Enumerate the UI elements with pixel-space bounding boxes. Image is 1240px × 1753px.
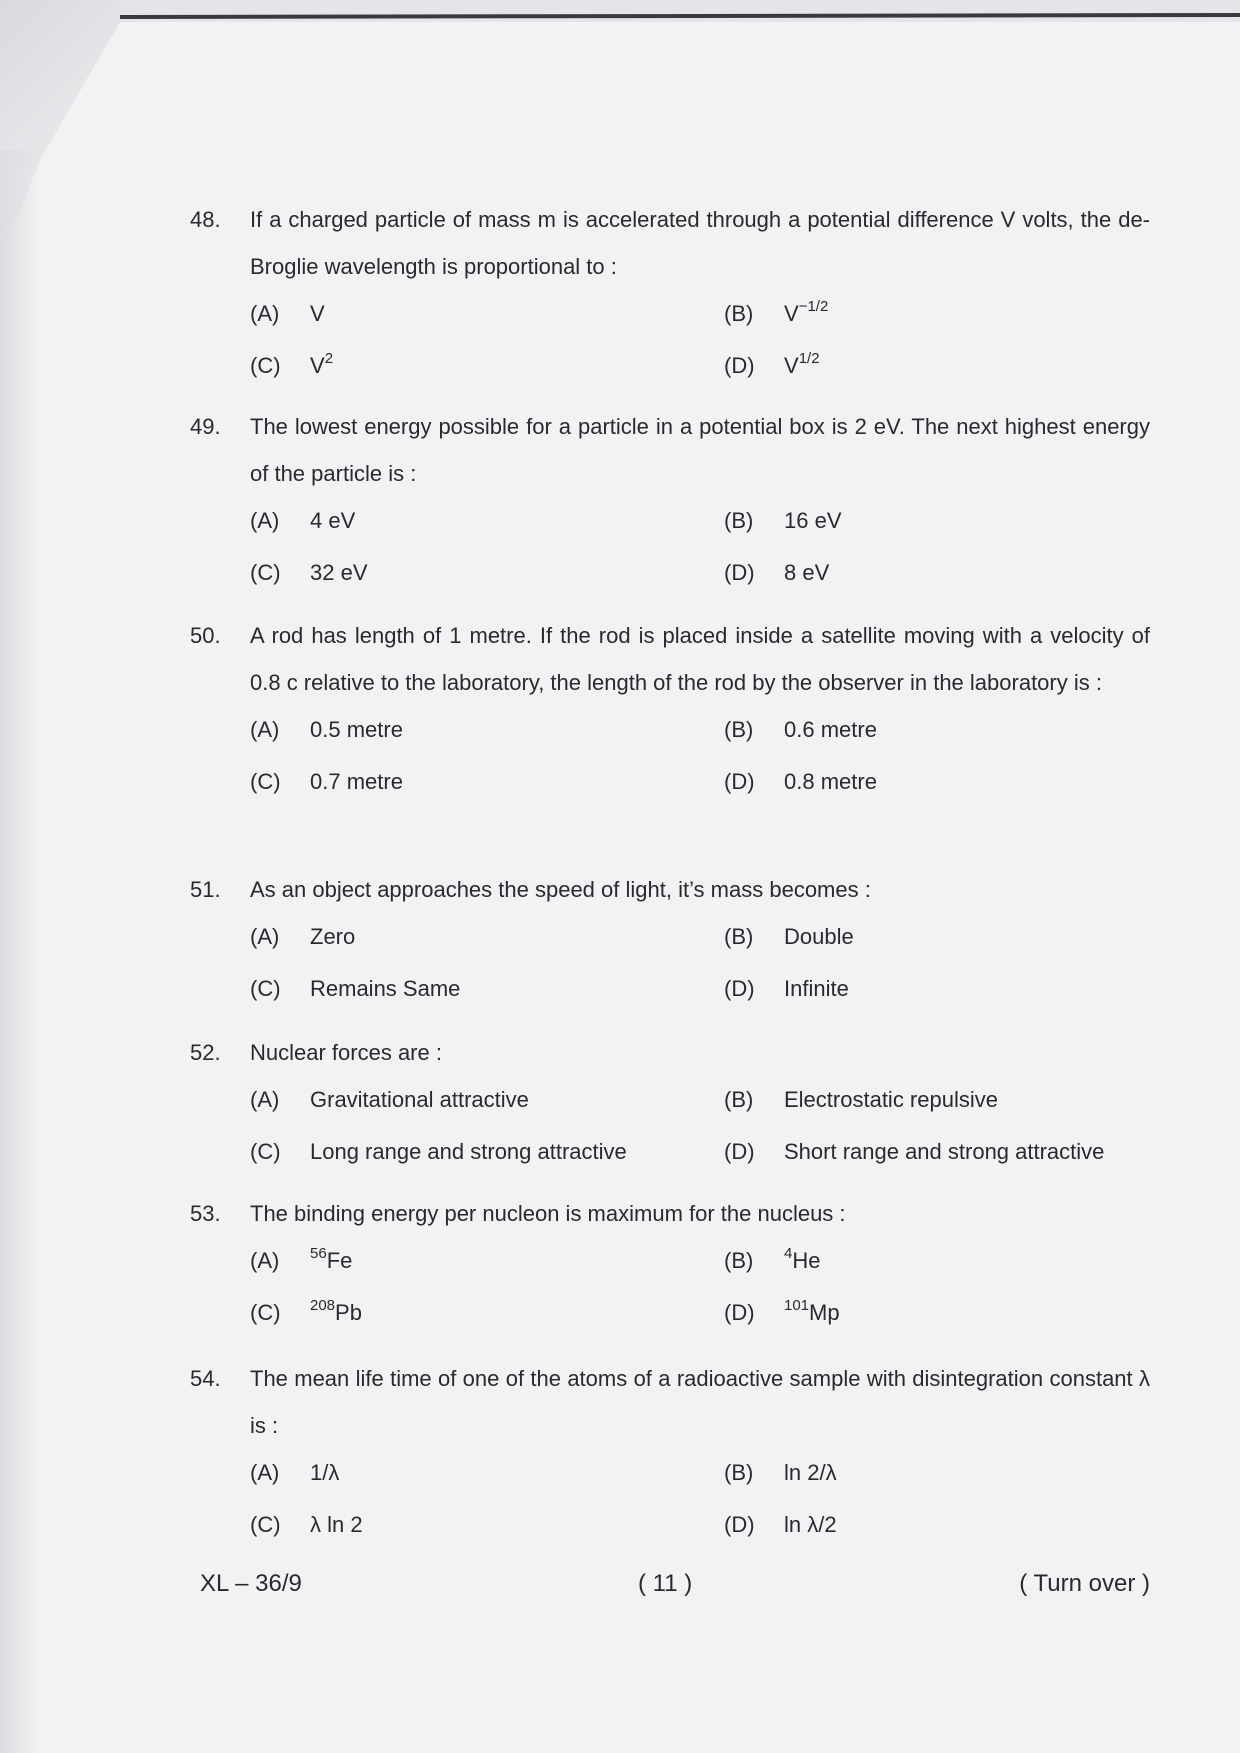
- option-d: (D) $^{101}$Mp: [724, 1296, 840, 1325]
- option-d: (D) Short range and strong attractive: [724, 1139, 1105, 1164]
- question-stem: The mean life time of one of the atoms of a radioactive sample with disintegration constant λ is :: [250, 1366, 1150, 1438]
- options-row: [250, 1237, 1150, 1289]
- question-stem: The binding energy per nucleon is maximum for the nucleus :: [250, 1201, 846, 1226]
- question-number: 50.: [190, 623, 221, 648]
- option-a: (A) Gravitational attractive: [250, 1087, 529, 1112]
- question-52: [190, 1029, 1150, 1180]
- options-row: [250, 706, 1150, 758]
- option-c: (C) 32 eV: [250, 560, 368, 585]
- options-row: [250, 497, 1150, 549]
- options-row: [250, 965, 1150, 1017]
- question-number: 54.: [190, 1366, 221, 1391]
- option-c: (C) λ ln 2: [250, 1512, 363, 1537]
- option-d: (D) 0.8 metre: [724, 769, 877, 794]
- question-53: [190, 1190, 1150, 1341]
- options-row: [250, 1076, 1150, 1128]
- question-number: 49.: [190, 414, 221, 439]
- option-c: (C) $^{208}$Pb: [250, 1296, 362, 1325]
- option-b: (B) 16 eV: [724, 508, 842, 533]
- option-d: (D) Infinite: [724, 976, 849, 1001]
- option-c: (C) 0.7 metre: [250, 769, 403, 794]
- options-row: [250, 1128, 1150, 1180]
- option-a: (A) $^{56}$Fe: [250, 1244, 353, 1273]
- option-b: (B) Electrostatic repulsive: [724, 1087, 998, 1112]
- question-number: 51.: [190, 877, 221, 902]
- question-number: 53.: [190, 1201, 221, 1226]
- option-c: (C) Remains Same: [250, 976, 461, 1001]
- question-stem: A rod has length of 1 metre. If the rod is placed inside a satellite moving with a velocity of 0.8 c relative to the laboratory, the length of the rod by the observer in the laboratory is :: [250, 623, 1150, 695]
- question-51: [190, 866, 1150, 1017]
- option-b: (B) 0.6 metre: [724, 717, 877, 742]
- question-49: [190, 403, 1150, 601]
- scan-left-shadow: [0, 150, 40, 1753]
- option-b: (B) ln 2/λ: [724, 1460, 837, 1485]
- question-number: 52.: [190, 1040, 221, 1065]
- options-row: [250, 913, 1150, 965]
- page-number: ( 11 ): [638, 1570, 693, 1597]
- option-c: (C) $V^2$: [250, 349, 334, 378]
- option-a: (A) 0.5 metre: [250, 717, 403, 742]
- options-row: [250, 290, 1150, 342]
- option-c: (C) Long range and strong attractive: [250, 1139, 627, 1164]
- question-stem: As an object approaches the speed of light, it’s mass becomes :: [250, 877, 871, 902]
- option-b: (B) $V^{-1/2}$: [724, 297, 829, 326]
- option-a: (A) V: [250, 301, 325, 326]
- option-d: (D) ln λ/2: [724, 1512, 837, 1537]
- question-number: 48.: [190, 207, 221, 232]
- page-footer: [200, 1570, 1150, 1610]
- question-54: [190, 1355, 1150, 1553]
- options-row: [250, 758, 1150, 810]
- option-b: (B) Double: [724, 924, 854, 949]
- paper-code: XL – 36/9: [200, 1570, 302, 1597]
- question-stem: The lowest energy possible for a particle in a potential box is 2 eV. The next highest energy of the particle is :: [250, 414, 1150, 486]
- option-a: (A) 1/λ: [250, 1460, 340, 1485]
- turn-over-note: ( Turn over ): [1019, 1570, 1150, 1597]
- option-a: (A) Zero: [250, 924, 356, 949]
- question-stem: Nuclear forces are :: [250, 1040, 442, 1065]
- options-row: [250, 342, 1150, 394]
- options-row: [250, 1449, 1150, 1501]
- option-d: (D) $V^{1/2}$: [724, 349, 820, 378]
- options-row: [250, 1289, 1150, 1341]
- options-row: [250, 1501, 1150, 1553]
- option-d: (D) 8 eV: [724, 560, 830, 585]
- question-stem: If a charged particle of mass m is accelerated through a potential difference V volts, the de-Broglie wavelength is proportional to :: [250, 207, 1150, 279]
- question-48: [190, 196, 1150, 394]
- options-row: [250, 549, 1150, 601]
- option-a: (A) 4 eV: [250, 508, 356, 533]
- option-b: (B) $^4$He: [724, 1244, 821, 1273]
- question-50: [190, 612, 1150, 810]
